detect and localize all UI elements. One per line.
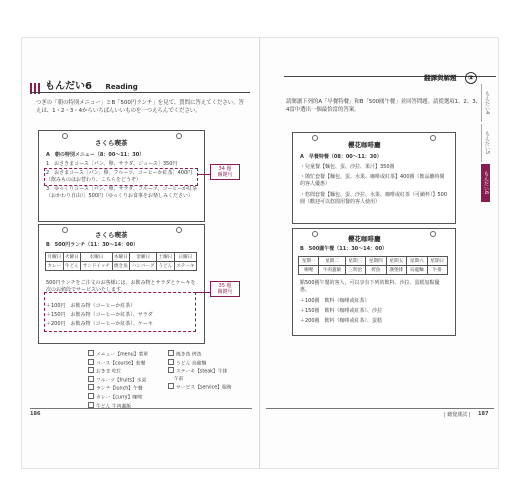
vocab-item: メニュー【menu】菜單: [88, 350, 168, 359]
table-cell: ステーキ: [174, 262, 196, 271]
card-hole-icon: [176, 133, 182, 139]
left-instruction: つぎの「朝の特別メニュー」とB「500円ランチ」を見て、質問に答えてください。答えは、1・2・3・4からいちばんいいものを一つえらんでください。: [36, 100, 244, 115]
left-card2-section: B 500円ランチ（11：30～14：00）: [46, 242, 139, 248]
checkbox-icon: [88, 376, 94, 382]
left-card2-extra1: ＋100円 お飲み物（コーヒーか紅茶）: [46, 303, 136, 309]
right-card2-extra2: ＋150圓 飲料（咖啡或紅茶）、沙拉: [300, 308, 383, 314]
vocab-item: コース【course】套餐: [88, 359, 168, 368]
vocab-item: おきま 吃忙: [88, 367, 168, 376]
checkbox-icon: [88, 350, 94, 356]
tag-34: 34 題 關鍵句: [210, 164, 240, 180]
left-page-number: 186: [30, 411, 41, 417]
right-card2-extra1: ＋100圓 飲料（咖啡或紅茶）: [300, 298, 370, 304]
card-hole-icon: [176, 227, 182, 233]
checkbox-icon: [168, 359, 174, 365]
table-cell: 星期六: [407, 257, 427, 266]
vocab-item: 焼き魚 烤魚: [168, 350, 248, 359]
left-card2-extra2: ＋150円 お飲み物（コーヒーか紅茶）、サラダ: [46, 312, 153, 318]
left-card1-item1: 1 おさきまコース［パン、卵、サラダ、ジュース］350円: [46, 161, 178, 167]
table-cell: 三明治: [345, 266, 365, 275]
right-card2-section: B 500圓午餐（11：30～14：00）: [300, 246, 388, 252]
table-cell: 日曜日: [174, 253, 196, 262]
card-hole-icon: [62, 227, 68, 233]
table-cell: 牛肉蓋飯: [319, 266, 345, 275]
left-heading: [45, 77, 138, 92]
table-cell: 火曜日: [63, 253, 81, 262]
left-card1-section: A 朝の特別メニュー（8：00～11：30）: [46, 152, 145, 158]
right-card2-shop: 櫻花咖啡廳: [348, 235, 381, 243]
checkbox-icon: [88, 359, 94, 365]
table-cell: 星期二: [319, 257, 345, 266]
table-cell: 月曜日: [46, 253, 64, 262]
card-hole-icon: [312, 135, 318, 141]
table-cell: 焼き魚: [112, 262, 130, 271]
right-page-footer: | 聽覺測試 |: [444, 412, 471, 418]
left-card2-extra3: ＋200円 お飲み物（コーヒーか紅茶）、ケーキ: [46, 321, 153, 327]
table-cell: 牛どん: [63, 262, 81, 271]
left-footer-rule: [30, 408, 252, 409]
checkbox-icon: [88, 393, 94, 399]
table-cell: 咖哩: [299, 266, 319, 275]
table-cell: 土曜日: [157, 253, 175, 262]
right-lunch-table: [298, 256, 448, 275]
side-tab-5[interactable]: もんだい5: [481, 124, 491, 162]
right-card1-section: A 早餐特餐（08：00～11：30）: [300, 154, 382, 160]
checkbox-icon: [168, 367, 174, 373]
vocab-item: 牛どん 牛肉蓋飯: [88, 402, 168, 411]
table-row: [299, 257, 448, 266]
right-header-text: 翻譯與解題: [424, 74, 457, 82]
left-card2-shop: さくら喫茶: [95, 231, 128, 239]
left-card1-item3: 3 ゆっくりコース［パン、卵、サラダ、フルーツ、コーヒーか紅茶（おかわり自由）］500円（ゆっくりお食事をお楽しみください）: [46, 186, 198, 199]
vocab-item: カレー【curry】咖哩: [88, 393, 168, 402]
left-heading-text: もんだい6: [45, 81, 92, 92]
vocab-item: 午前: [174, 376, 184, 382]
leader-line: [197, 174, 211, 175]
table-cell: サンドイッチ: [81, 262, 112, 271]
highlight-box: [44, 168, 198, 186]
table-cell: 金曜日: [130, 253, 157, 262]
card-hole-icon: [62, 133, 68, 139]
gutter-line: [259, 38, 260, 468]
table-cell: カレー: [46, 262, 64, 271]
right-card1-item3: ・悠閒套餐【麵包、蛋、沙拉、水果、咖啡或紅茶（可續杯）】500圓（歡迎可以悠閒用餐的客人使用）: [300, 192, 448, 205]
left-card1-shop: さくら喫茶: [95, 139, 128, 147]
vocab-item: ランチ【lunch】午餐: [88, 384, 168, 393]
vocab-item: フルーツ【fruits】水果: [88, 376, 168, 385]
checkbox-icon: [88, 402, 94, 408]
table-cell: 水曜日: [81, 253, 112, 262]
table-cell: 星期一: [299, 257, 319, 266]
table-cell: 烏龍麵: [407, 266, 427, 275]
vocab-item: うどん 烏龍麵: [168, 359, 248, 368]
vocab-list-2: [168, 350, 248, 391]
left-heading-rule: [30, 92, 250, 93]
vocab-item: サービス【service】服務: [168, 383, 248, 392]
vocab-list-1: [88, 350, 168, 410]
table-cell: 星期五: [386, 257, 406, 266]
table-row: [46, 262, 197, 271]
right-page-number: 187: [478, 411, 489, 417]
checkbox-icon: [88, 384, 94, 390]
right-footer-rule: [266, 408, 494, 409]
left-lunch-table: [45, 252, 197, 271]
side-tab-4[interactable]: もんだい4: [481, 84, 491, 122]
right-card1-shop: 櫻花咖啡廳: [348, 141, 381, 149]
right-header: [424, 72, 477, 84]
table-row: [299, 266, 448, 275]
card-hole-icon: [430, 231, 436, 237]
checkbox-icon: [168, 383, 174, 389]
table-cell: うどん: [157, 262, 175, 271]
table-cell: 木曜日: [112, 253, 130, 262]
heading-bars-icon: [30, 78, 42, 97]
checkbox-icon: [88, 367, 94, 373]
highlight-box: [44, 292, 196, 332]
card-hole-icon: [430, 135, 436, 141]
side-tab-6-active[interactable]: もんだい6: [481, 164, 490, 202]
card-hole-icon: [312, 231, 318, 237]
table-cell: 星期日: [427, 257, 448, 266]
table-row: [46, 253, 197, 262]
checkbox-icon: [168, 350, 174, 356]
tag-35: 35 題 關鍵句: [210, 281, 240, 297]
left-heading-sub: Reading: [105, 83, 138, 91]
table-cell: 牛排: [427, 266, 448, 275]
left-card2-note: 500円ランチをご注文のお客様には、お飲み物とサラダとケーキを次のお値段でサービスいたします。: [46, 280, 196, 293]
right-instruction: 請閱讀下列的A「早餐特餐」和B「500圓午餐」並回答問題。請從選項1、2、3、4當中選出一個最恰當的答案。: [286, 99, 482, 114]
right-header-number: ③: [465, 72, 477, 84]
right-card2-note: 點500圓午餐的客人，可以享有下列的飲料、沙拉、蛋糕加點優惠。: [300, 280, 440, 293]
right-card2-extra3: ＋200圓 飲料（咖啡或紅茶）、蛋糕: [300, 318, 383, 324]
table-cell: 星期三: [345, 257, 365, 266]
right-card1-item1: ・兒童餐【麵包、蛋、沙拉、果汁】350圓: [300, 164, 395, 170]
table-cell: ハンバーグ: [130, 262, 157, 271]
table-cell: 漢堡排: [386, 266, 406, 275]
left-card1-item2: 2 おさまコース［パン、卵、フルーツ、コーヒーか紅茶］400円（飲みものはお替わり、こちらをどうぞ）: [46, 170, 193, 183]
table-cell: 星期四: [366, 257, 386, 266]
right-card1-item2: ・簡忙套餐【麵包、蛋、水果、咖啡或紅茶】400圓（飲品離時間的客人優惠）: [300, 174, 445, 187]
vocab-item: ステーキ【steak】牛排: [168, 367, 248, 376]
table-cell: 烤魚: [366, 266, 386, 275]
